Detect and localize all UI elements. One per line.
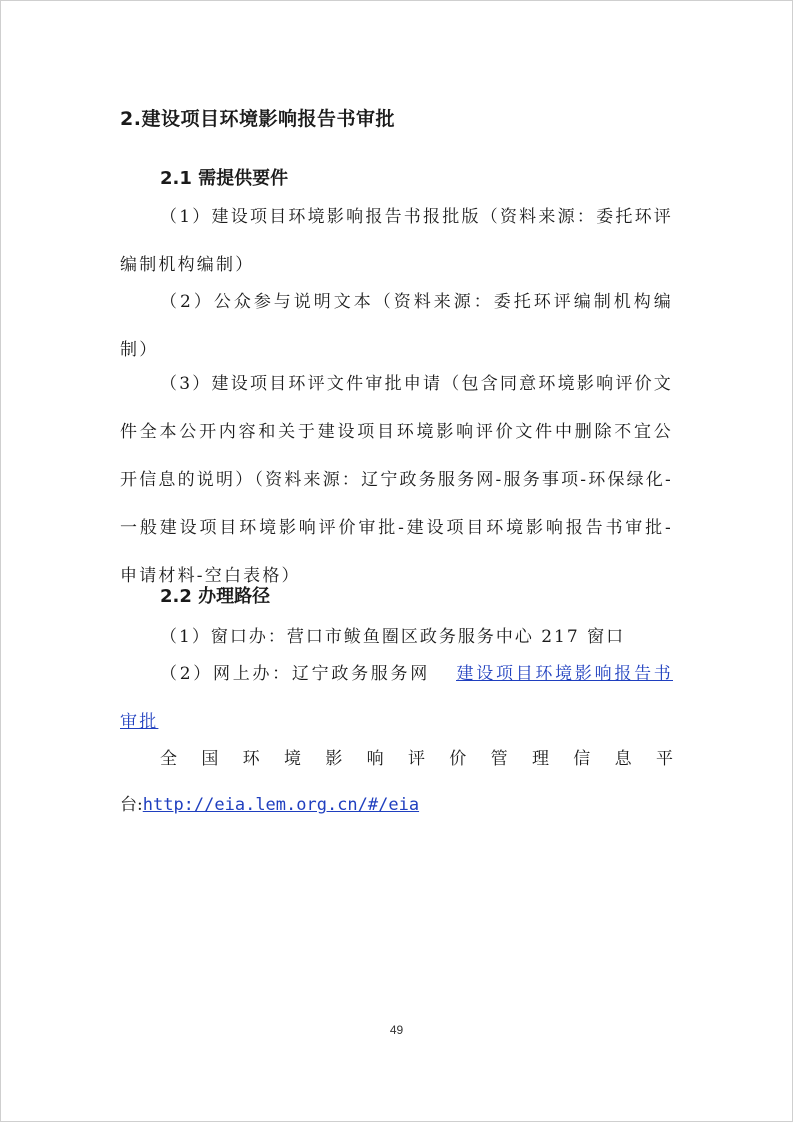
- platform-label-char: 息: [614, 749, 632, 769]
- subsection-title-requirements: 2.1 需提供要件: [160, 168, 289, 189]
- page-number: 49: [389, 1023, 404, 1037]
- platform-label: [160, 744, 673, 769]
- procedure-online: [120, 650, 673, 746]
- subsection-title-procedure: 2.2 办理路径: [160, 586, 271, 607]
- platform-label-char: 评: [407, 749, 425, 769]
- procedure-window: （1）窗口办：营口市鲅鱼圈区政务服务中心 217 窗口: [160, 627, 626, 647]
- platform-label-char: 响: [366, 749, 384, 769]
- platform-url-line: [120, 790, 419, 815]
- platform-label-char: 全: [160, 749, 177, 769]
- requirement-item-2: （2）公众参与说明文本（资料来源：委托环评编制机构编制）: [120, 292, 673, 360]
- platform-label-char: 信: [573, 749, 591, 769]
- platform-label-char: 价: [449, 749, 467, 769]
- platform-label-tail: 台:: [120, 795, 143, 815]
- requirement-item-3: （3）建设项目环评文件审批申请（包含同意环境影响评价文件全本公开内容和关于建设项目环境影响评价文件中删除不宜公开信息的说明）（资料来源：辽宁政务服务网-服务事项-环保绿化-一般建设项目环境影响评价审批-建设项目环境影响报告书审批-申请材料-空白表格）: [120, 374, 673, 586]
- platform-label-char: 影: [325, 749, 343, 769]
- platform-label-char: 环: [242, 749, 260, 769]
- platform-label-char: 理: [531, 749, 549, 769]
- platform-url-link[interactable]: http://eia.lem.org.cn/#/eia: [142, 795, 420, 815]
- platform-label-char: 平: [655, 749, 673, 769]
- procedure-online-label: （2）网上办：辽宁政务服务网: [160, 664, 430, 684]
- platform-label-char: 境: [283, 749, 301, 769]
- platform-label-char: 国: [201, 749, 219, 769]
- requirement-item-1: （1）建设项目环境影响报告书报批版（资料来源：委托环评编制机构编制）: [120, 207, 673, 275]
- platform-label-char: 管: [490, 749, 508, 769]
- section-title: 2.建设项目环境影响报告书审批: [120, 108, 395, 130]
- online-service-link[interactable]: 建设项目环境影响报告书审批: [120, 664, 673, 732]
